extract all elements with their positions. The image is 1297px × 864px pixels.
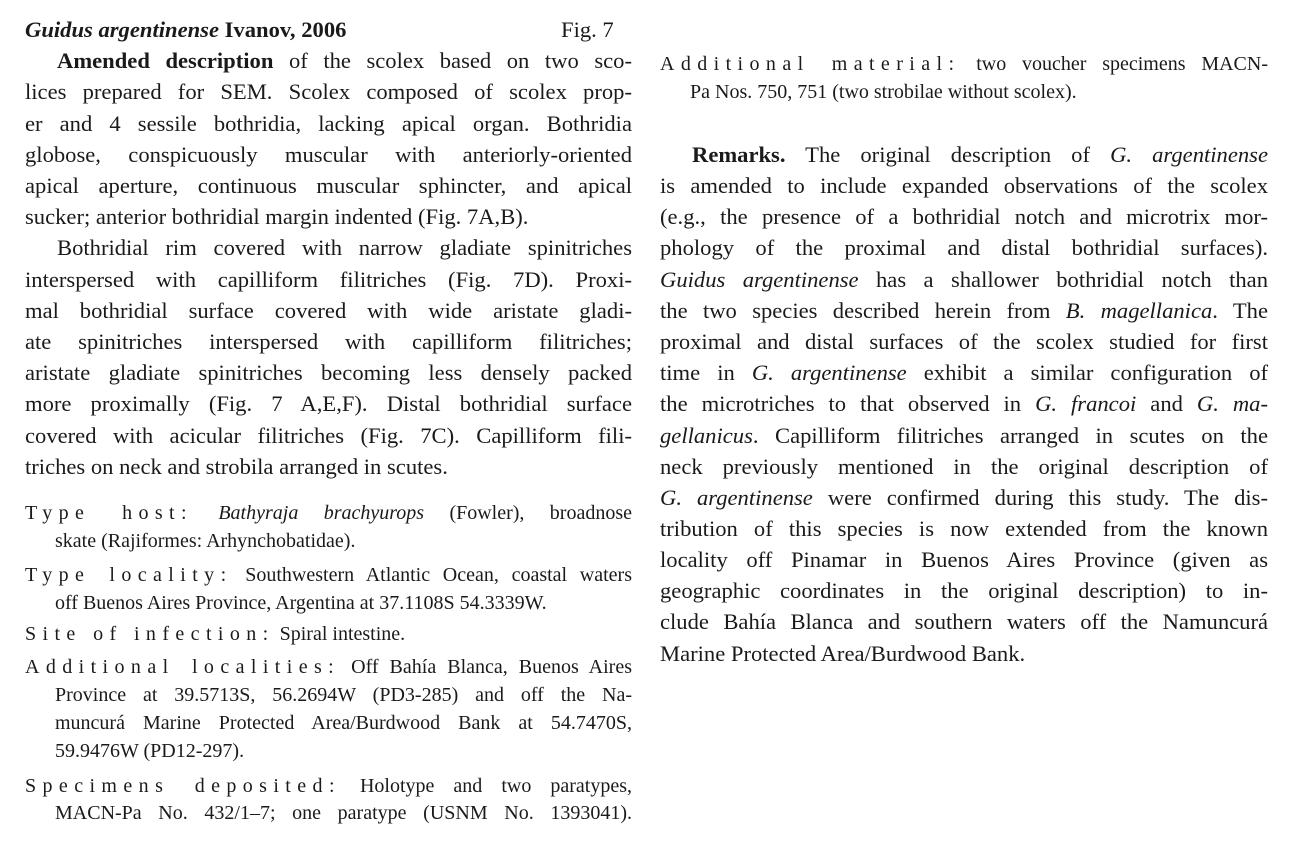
bold-heading: Amended description: [57, 48, 274, 73]
right-text-line: [660, 576, 1268, 606]
italic-taxon-name: Bathyraja brachyurops: [218, 502, 425, 524]
text-segment: clude Bahía Blanca and southern waters off the Namuncurá: [660, 609, 1268, 634]
left-text-line: [25, 171, 632, 201]
italic-taxon-name: Guidus argentinense: [660, 267, 859, 292]
left-text-line: [25, 358, 632, 388]
italic-taxon-name: G. argentinense: [660, 485, 813, 510]
text-segment: covered with acicular filitriches (Fig. 7C). Capilliform fili-: [25, 423, 632, 448]
left-text-line: [25, 560, 632, 590]
text-segment: off Buenos Aires Province, Argentina at 37.1108S 54.3339W.: [55, 592, 547, 614]
bold-heading: Ivanov, 2006: [218, 17, 347, 42]
field-label: Site of infection:: [25, 623, 275, 645]
left-text-line: [25, 265, 632, 295]
left-text-line: [55, 708, 632, 738]
text-segment: skate (Rajiformes: Arhynchobatidae).: [55, 530, 356, 552]
left-text-line: [25, 109, 632, 139]
field-label: Additional material:: [660, 53, 961, 75]
field-label: Additional localities:: [25, 656, 341, 678]
text-segment: sucker; anterior bothridial margin indented (Fig. 7A,B).: [25, 204, 529, 229]
text-segment: the microtriches to that observed in: [660, 391, 1036, 416]
bold-heading: Remarks.: [692, 142, 786, 167]
italic-taxon-name: Guidus argentinense: [25, 17, 219, 42]
left-text-line: [25, 771, 632, 801]
right-text-line: [660, 389, 1268, 419]
text-segment: (e.g., the presence of a bothridial notch and microtrix mor-: [660, 204, 1268, 229]
text-segment: Holotype and two paratypes,: [340, 775, 632, 797]
text-segment: Off Bahía Blanca, Buenos Aires: [340, 656, 632, 678]
text-segment: . Capilliform filitriches arranged in scutes on the: [752, 423, 1268, 448]
text-segment: neck previously mentioned in the original description of: [660, 454, 1268, 479]
text-segment: the two species described herein from: [660, 298, 1066, 323]
text-segment: Spiral intestine.: [274, 623, 406, 645]
left-text-line: [55, 798, 632, 828]
italic-taxon-name: G. ma-: [1196, 391, 1268, 416]
left-text-line: [25, 77, 632, 107]
left-text-line: [25, 421, 632, 451]
left-text-line: [25, 498, 632, 528]
left-text-line: [25, 327, 632, 357]
left-text-line: [25, 296, 632, 326]
right-text-line: [690, 77, 1268, 107]
left-text-line: [25, 202, 632, 232]
text-segment: 59.9476W (PD12-297).: [55, 740, 245, 762]
right-text-line: [660, 171, 1268, 201]
right-text-line: [660, 639, 1268, 669]
left-text-line: [55, 736, 632, 766]
text-segment: (Fowler), broadnose: [424, 502, 632, 524]
italic-taxon-name: gellanicus: [660, 423, 753, 448]
text-segment: time in: [660, 360, 752, 385]
left-text-line: [25, 619, 632, 649]
text-segment: . The: [1212, 298, 1268, 323]
right-text-line: [660, 483, 1268, 513]
right-text-line: [692, 140, 1268, 170]
right-text-line: [660, 49, 1268, 79]
text-segment: two voucher specimens MACN-: [960, 53, 1268, 75]
text-segment: lices prepared for SEM. Scolex composed of scolex prop-: [25, 79, 632, 104]
text-segment: tribution of this species is now extended from the known: [660, 516, 1268, 541]
field-label: Type locality:: [25, 564, 233, 586]
text-segment: Bothridial rim covered with narrow gladiate spinitriches: [57, 235, 632, 260]
text-segment: ate spinitriches interspersed with capilliform filitriches;: [25, 329, 632, 354]
text-segment: Southwestern Atlantic Ocean, coastal waters: [232, 564, 632, 586]
text-segment: mal bothridial surface covered with wide aristate gladi-: [25, 298, 632, 323]
left-text-line: [25, 389, 632, 419]
left-text-line: [57, 233, 632, 263]
left-text-line: [55, 588, 632, 618]
italic-taxon-name: G. argentinense: [751, 360, 907, 385]
text-segment: apical aperture, continuous muscular sphincter, and apical: [25, 173, 632, 198]
text-segment: were confirmed during this study. The dis-: [812, 485, 1268, 510]
text-segment: globose, conspicuously muscular with anteriorly-oriented: [25, 142, 632, 167]
right-text-line: [660, 607, 1268, 637]
field-label: Type host:: [25, 502, 193, 524]
text-segment: [193, 502, 218, 524]
left-text-line: [25, 140, 632, 170]
italic-taxon-name: B. magellanica: [1065, 298, 1213, 323]
left-text-line: [25, 652, 632, 682]
text-segment: Pa Nos. 750, 751 (two strobilae without scolex).: [690, 81, 1077, 103]
left-text-line: [55, 526, 632, 556]
text-segment: proximal and distal surfaces of the scolex studied for first: [660, 329, 1268, 354]
left-text-line: [25, 452, 632, 482]
text-segment: geographic coordinates in the original description) to in-: [660, 578, 1268, 603]
text-segment: triches on neck and strobila arranged in scutes.: [25, 454, 448, 479]
italic-taxon-name: G. francoi: [1035, 391, 1137, 416]
right-text-line: [660, 327, 1268, 357]
right-text-line: [660, 452, 1268, 482]
right-text-line: [660, 358, 1268, 388]
right-text-line: [660, 265, 1268, 295]
right-text-line: [660, 233, 1268, 263]
text-segment: muncurá Marine Protected Area/Burdwood Bank at 54.7470S,: [55, 712, 632, 734]
text-segment: er and 4 sessile bothridia, lacking apical organ. Bothridia: [25, 111, 632, 136]
left-text-line: [55, 680, 632, 710]
text-segment: The original description of: [785, 142, 1111, 167]
text-segment: Province at 39.5713S, 56.2694W (PD3-285) and off the Na-: [55, 684, 632, 706]
right-text-line: [660, 202, 1268, 232]
italic-taxon-name: G. argentinense: [1110, 142, 1269, 167]
text-segment: phology of the proximal and distal bothridial surfaces).: [660, 235, 1268, 260]
text-segment: has a shallower bothridial notch than: [858, 267, 1269, 292]
figure-reference: Fig. 7: [561, 17, 614, 42]
text-segment: is amended to include expanded observations of the scolex: [660, 173, 1268, 198]
left-text-line: [25, 15, 632, 45]
text-segment: more proximally (Fig. 7 A,E,F). Distal bothridial surface: [25, 391, 632, 416]
right-text-line: [660, 545, 1268, 575]
right-text-line: [660, 421, 1268, 451]
right-text-line: [660, 514, 1268, 544]
right-text-line: [660, 296, 1268, 326]
text-segment: interspersed with capilliform filitriches (Fig. 7D). Proxi-: [25, 267, 632, 292]
text-segment: locality off Pinamar in Buenos Aires Province (given as: [660, 547, 1268, 572]
text-segment: MACN-Pa No. 432/1–7; one paratype (USNM No. 1393041).: [55, 802, 632, 824]
text-segment: aristate gladiate spinitriches becoming less densely packed: [25, 360, 632, 385]
text-segment: exhibit a similar configuration of: [906, 360, 1269, 385]
text-segment: Marine Protected Area/Burdwood Bank.: [660, 641, 1026, 666]
left-text-line: [57, 46, 632, 76]
text-segment: of the scolex based on two sco-: [273, 48, 632, 73]
field-label: Specimens deposited:: [25, 775, 341, 797]
text-segment: and: [1136, 391, 1197, 416]
